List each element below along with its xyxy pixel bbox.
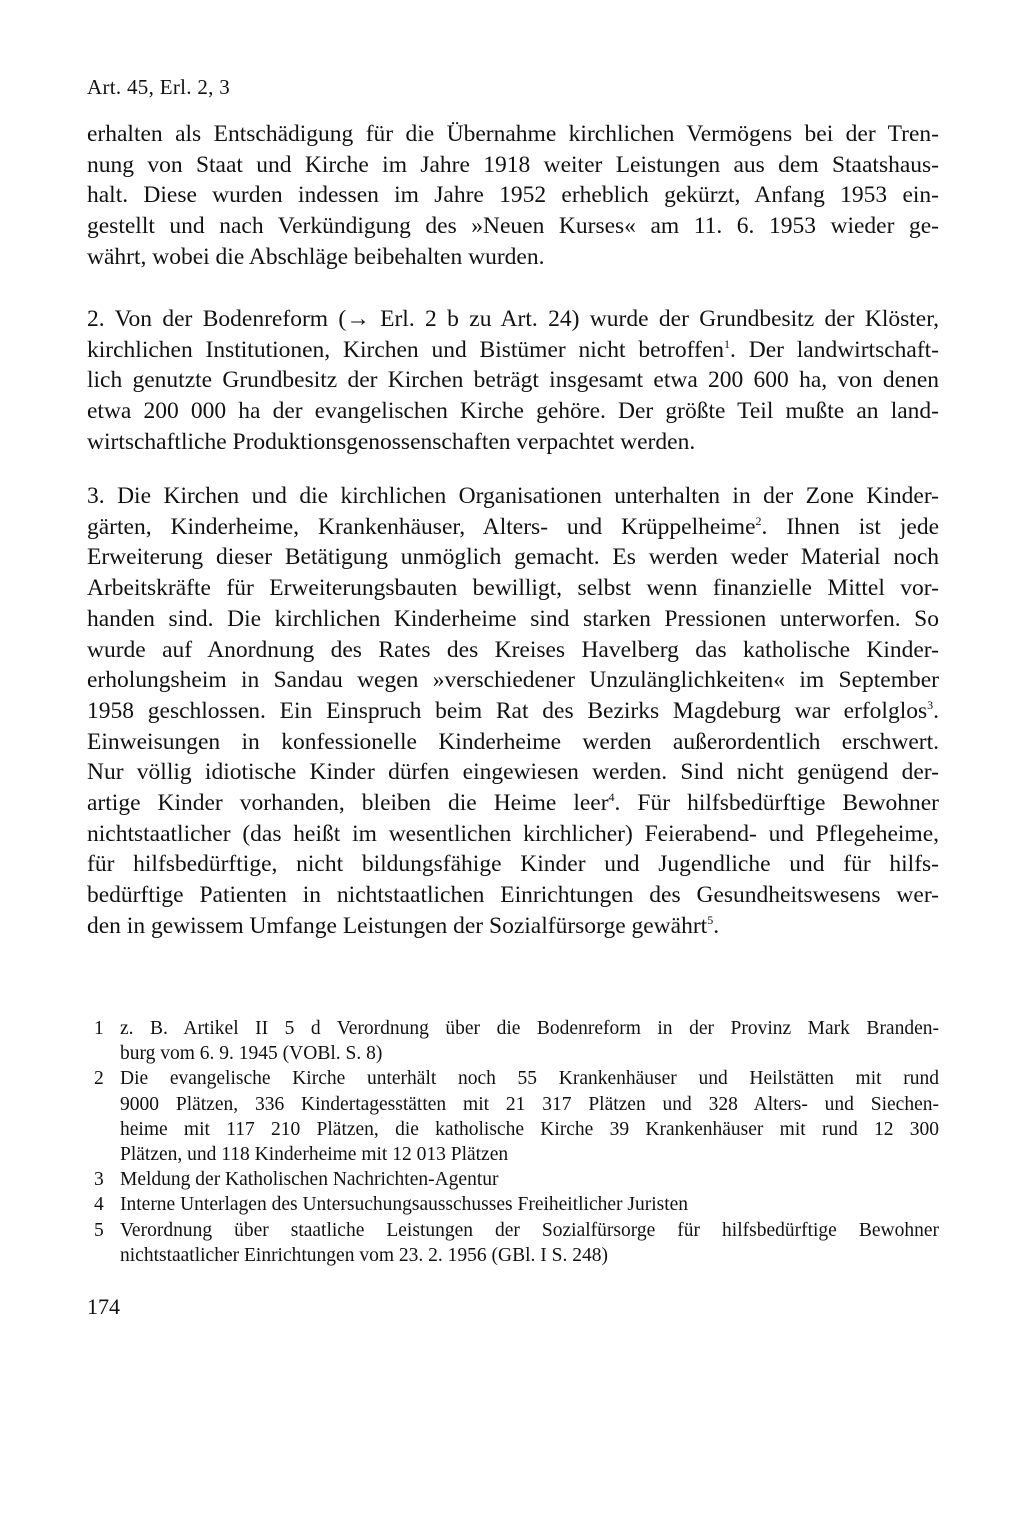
- text-line: Arbeitskräfte für Erweiterungsbauten bewilligt, selbst wenn finanzielle Mittel vor-: [87, 575, 939, 602]
- paragraph-2: [87, 304, 939, 458]
- text-line: währt, wobei die Abschläge beibehalten wurden.: [87, 243, 545, 270]
- footnote-line: burg vom 6. 9. 1945 (VOBl. S. 8): [120, 1043, 383, 1065]
- text-line: lich genutzte Grundbesitz der Kirchen beträgt insgesamt etwa 200 600 ha, von denen: [87, 367, 939, 394]
- text-line: artige Kinder vorhanden, bleiben die Heime leer$^4$. Für hilfsbedürftige Bewohner: [87, 790, 939, 817]
- footnote-4: [94, 1192, 939, 1217]
- text-line: den in gewissem Umfange Leistungen der Sozialfürsorge gewährt$^5$.: [87, 912, 720, 939]
- text-line: 3. Die Kirchen und die kirchlichen Organisationen unterhalten in der Zone Kinder-: [87, 483, 939, 509]
- text-line: Erweiterung dieser Betätigung unmöglich gemacht. Es werden weder Material noch: [87, 544, 939, 571]
- text-line: wurde auf Anordnung des Rates des Kreises Havelberg das katholische Kinder-: [87, 636, 939, 663]
- footnote-number: 1: [94, 1018, 104, 1039]
- footnote-1: [94, 1016, 939, 1066]
- footnote-ref-4[interactable]: 4: [608, 790, 615, 805]
- footnote-ref-5[interactable]: 5: [707, 913, 714, 928]
- footnote-line: Verordnung über staatliche Leistungen der Sozialfürsorge für hilfsbedürftige Bewohner: [120, 1219, 939, 1241]
- footnotes: [94, 1016, 939, 1268]
- text-line: nung von Staat und Kirche im Jahre 1918 weiter Leistungen aus dem Staatshaus-: [87, 151, 939, 178]
- footnote-number: 4: [94, 1194, 104, 1216]
- text-line: nichtstaatlicher (das heißt im wesentlichen kirchlicher) Feierabend- und Pflegeheime,: [87, 820, 939, 847]
- page-number: 174: [87, 1294, 120, 1319]
- text-line: halt. Diese wurden indessen im Jahre 1952 erheblich gekürzt, Anfang 1953 ein-: [87, 182, 939, 209]
- footnote-ref-2[interactable]: 2: [755, 513, 762, 528]
- paragraph-1: [87, 119, 939, 273]
- text-line: Nur völlig idiotische Kinder dürfen eingewiesen werden. Sind nicht genügend der-: [87, 759, 939, 786]
- text-line: erhalten als Entschädigung für die Übernahme kirchlichen Vermögens bei der Tren-: [87, 121, 939, 147]
- text-line: Einweisungen in konfessionelle Kinderheime werden außerordentlich erschwert.: [87, 728, 939, 755]
- text-line: für hilfsbedürftige, nicht bildungsfähige Kinder und Jugendliche und für hilfs-: [87, 851, 939, 878]
- footnote-line: nichtstaatlicher Einrichtungen vom 23. 2. 1956 (GBl. I S. 248): [120, 1244, 608, 1266]
- text-line: bedürftige Patienten in nichtstaatlichen Einrichtungen des Gesundheitswesens wer-: [87, 882, 939, 909]
- footnote-number: 2: [94, 1068, 104, 1090]
- footnote-3: [94, 1167, 939, 1192]
- footnote-number: 5: [94, 1219, 104, 1241]
- text-line: wirtschaftliche Produktionsgenossenschaften verpachtet werden.: [87, 428, 696, 455]
- footnote-line: Die evangelische Kirche unterhält noch 55 Krankenhäuser und Heilstätten mit rund: [120, 1068, 939, 1090]
- footnote-line: 9000 Plätzen, 336 Kindertagesstätten mit 21 317 Plätzen und 328 Alters- und Siechen-: [120, 1093, 939, 1115]
- footnote-ref-1[interactable]: 1: [724, 336, 731, 351]
- text-line: erholungsheim in Sandau wegen »verschiedener Unzulänglichkeiten« im September: [87, 667, 939, 694]
- text-line: handen sind. Die kirchlichen Kinderheime sind starken Pressionen unterworfen. So: [87, 605, 939, 632]
- text-line: etwa 200 000 ha der evangelischen Kirche gehöre. Der größte Teil mußte an land-: [87, 398, 939, 425]
- footnote-line: Interne Unterlagen des Untersuchungsausschusses Freiheitlicher Juristen: [120, 1194, 689, 1216]
- text-line: gärten, Kinderheime, Krankenhäuser, Alters- und Krüppelheime$^2$. Ihnen ist jede: [87, 513, 939, 540]
- footnote-2: [94, 1066, 939, 1167]
- footnote-ref-3[interactable]: 3: [927, 698, 934, 713]
- text-line: gestellt und nach Verkündigung des »Neuen Kurses« am 11. 6. 1953 wieder ge-: [87, 213, 939, 240]
- paragraph-3: [87, 481, 939, 942]
- footnote-line: Meldung der Katholischen Nachrichten-Agentur: [120, 1169, 499, 1191]
- footnote-line: z. B. Artikel II 5 d Verordnung über die Bodenreform in der Provinz Mark Branden-: [120, 1018, 939, 1039]
- text-line: kirchlichen Institutionen, Kirchen und Bistümer nicht betroffen$^1$. Der landwirtschaft-: [87, 336, 940, 363]
- text-line: 2. Von der Bodenreform (→ Erl. 2 b zu Art. 24) wurde der Grundbesitz der Klöster,: [87, 306, 939, 332]
- footnote-line: Plätzen, und 118 Kinderheime mit 12 013 Plätzen: [120, 1144, 509, 1166]
- running-head: Art. 45, Erl. 2, 3: [87, 75, 231, 99]
- text-line: 1958 geschlossen. Ein Einspruch beim Rat des Bezirks Magdeburg war erfolglos$^3$.: [87, 697, 939, 724]
- footnote-5: [94, 1218, 939, 1268]
- footnote-number: 3: [94, 1169, 104, 1191]
- footnote-line: heime mit 117 210 Plätzen, die katholische Kirche 39 Krankenhäuser mit rund 12 300: [120, 1118, 939, 1140]
